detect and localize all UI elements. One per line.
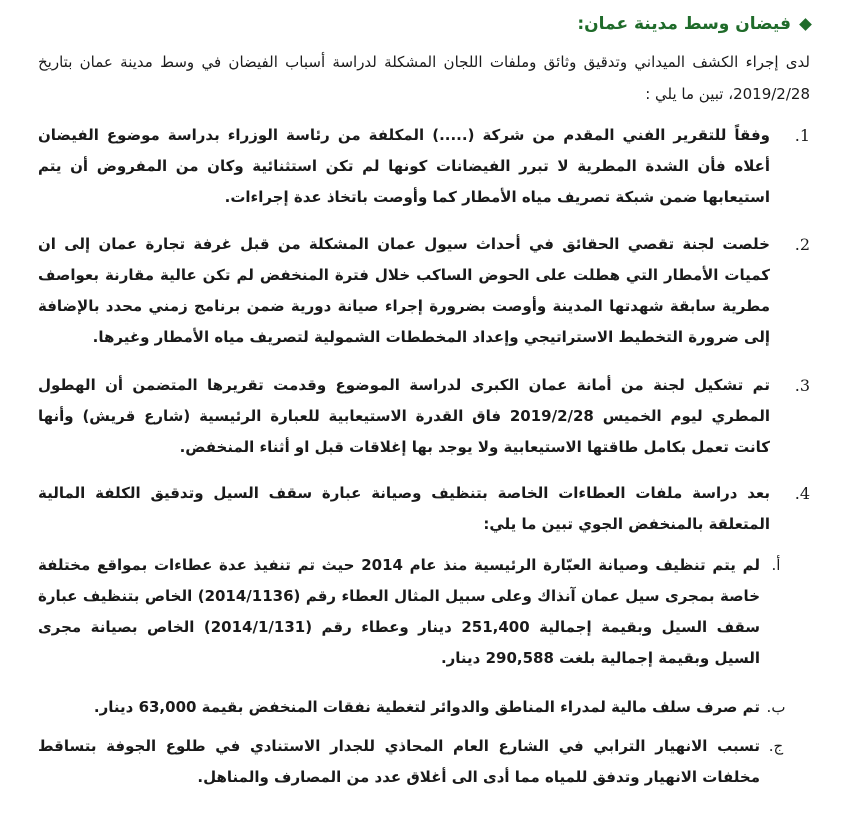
subitem-mark: ج. [768,737,784,755]
finding-number: 2. [794,235,810,254]
finding-text: خلصت لجنة تقصي الحقائق في أحداث سيول عمان المشكلة من قبل غرفة تجارة عمان إلى ان كميات الأمطار التي هطلت على الحوض الساكب خلال فترة المنخفض لم تكن عالية مقارنة بعواصف مطرية سابقة شهدتها المدينة وأوصت بضرورة إجراء صيانة دورية ضمن برنامج زمني محدد بالإضافة إلى ضرورة التخطيط الاستراتيجي وإعداد المخططات الشمولية لتصريف مياه الأمطار وغيرها. [38,235,770,346]
finding-item-3 [38,370,810,463]
finding-item-2 [38,229,810,353]
subitem-mark: أ. [771,556,781,574]
finding-item-1 [38,120,810,213]
subitem-text: تم صرف سلف مالية لمدراء المناطق والدوائر لتغطية نفقات المنخفض بقيمة 63,000 دينار. [93,698,760,716]
subitem-text: لم يتم تنظيف وصيانة العبّارة الرئيسية منذ عام 2014 حيث تم تنفيذ عدة عطاءات بمواقع مختلفة خاصة بمجرى سيل عمان آنذاك وعلى سبيل المثال العطاء رقم (2014/1136) الخاص بتنظيف عبارة سقف السيل وبقيمة إجمالية 251,400 دينار وعطاء رقم (2014/1/131) الخاص بصيانة مجرى السيل وبقيمة إجمالية بلغت 290,588 دينار. [38,556,761,667]
finding-number: 4. [794,484,810,503]
section-heading-text: فيضان وسط مدينة عمان: [577,14,791,34]
subitem-text: تسبب الانهيار الترابي في الشارع العام المحاذي للجدار الاستنادي في طلوع الجوفة بتساقط مخلفات الانهيار وتدفق للمياه مما أدى الى أغلاق عدد من المصارف والمناهل. [38,737,760,786]
finding-text: وفقاً للتقرير الفني المقدم من شركة (.....) المكلفة من رئاسة الوزراء بدراسة موضوع الفيضان أعلاه فأن الشدة المطرية لا تبرر الفيضانات كونها لم تكن استثنائية وكان من المفروض أن يتم استيعابها ضمن شبكة تصريف مياه الأمطار كما وأوصت باتخاذ عدة إجراءات. [38,126,770,206]
finding-text: تم تشكيل لجنة من أمانة عمان الكبرى لدراسة الموضوع وقدمت تقريرها المتضمن أن الهطول المطري ليوم الخميس 2019/2/28 فاق القدرة الاستيعابية للعبارة الرئيسية (شارع قريش) وأنها كانت تعمل بكامل طاقتها الاستيعابية ولا يوجد بها إغلاقات قبل او أثناء المنخفض. [38,376,770,456]
finding-item-4 [38,478,810,540]
finding-subitem-c [38,731,784,793]
finding-number: 1. [794,126,810,145]
section-heading [577,14,810,34]
diamond-bullet-icon [799,18,812,31]
finding-text: بعد دراسة ملفات العطاءات الخاصة بتنظيف وصيانة عبارة سقف السيل وتدقيق الكلفة المالية المتعلقة بالمنخفض الجوي تبين ما يلي: [38,484,770,533]
finding-subitem-a [38,550,781,674]
intro-paragraph: لدى إجراء الكشف الميداني وتدقيق وثائق وملفات اللجان المشكلة لدراسة أسباب الفيضان في وسط مدينة عمان بتاريخ 2019/2/28، تبين ما يلي : [38,53,810,103]
finding-subitem-b [38,692,786,723]
finding-number: 3. [794,376,810,395]
subitem-mark: ب. [766,698,786,716]
